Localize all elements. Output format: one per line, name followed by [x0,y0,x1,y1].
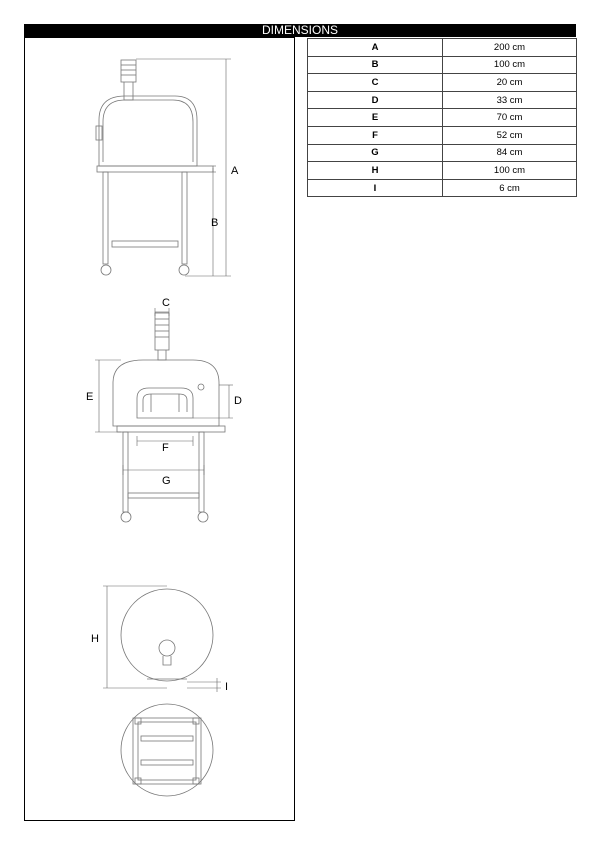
dimension-value: 20 cm [443,74,577,92]
top-view-drawing [121,589,213,681]
oven-technical-drawing [25,38,296,822]
table-row [308,126,577,144]
label-h: H [91,633,99,645]
table-row [308,74,577,92]
dimension-value: 33 cm [443,91,577,109]
dimension-value: 70 cm [443,109,577,127]
label-d: D [234,395,242,407]
label-e: E [86,391,94,403]
dimension-key: I [308,179,443,197]
dimension-value: 84 cm [443,144,577,162]
front-view-drawing [113,313,225,522]
label-i: I [225,681,229,693]
dimension-value: 200 cm [443,39,577,57]
dimension-key: B [308,56,443,74]
dimension-value: 52 cm [443,126,577,144]
dimensions-table [307,38,577,197]
dimension-key: A [308,39,443,57]
label-g: G [162,475,171,487]
table-row [308,91,577,109]
dimension-key: G [308,144,443,162]
table-row [308,39,577,57]
label-a: A [231,165,239,177]
dimension-key: D [308,91,443,109]
dimension-key: H [308,162,443,180]
side-view-drawing [96,60,213,275]
table-row [308,179,577,197]
dimension-value: 6 cm [443,179,577,197]
table-row [308,56,577,74]
dimension-value: 100 cm [443,162,577,180]
drawing-panel [24,37,295,821]
dimension-key: C [308,74,443,92]
label-c: C [162,297,170,309]
table-row [308,109,577,127]
bottom-view-drawing [121,704,213,796]
label-f: F [162,442,169,454]
dimension-value: 100 cm [443,56,577,74]
dimensions-header: DIMENSIONS [24,24,576,37]
table-row [308,144,577,162]
table-row [308,162,577,180]
dimension-key: F [308,126,443,144]
label-b: B [211,217,219,229]
dimension-key: E [308,109,443,127]
